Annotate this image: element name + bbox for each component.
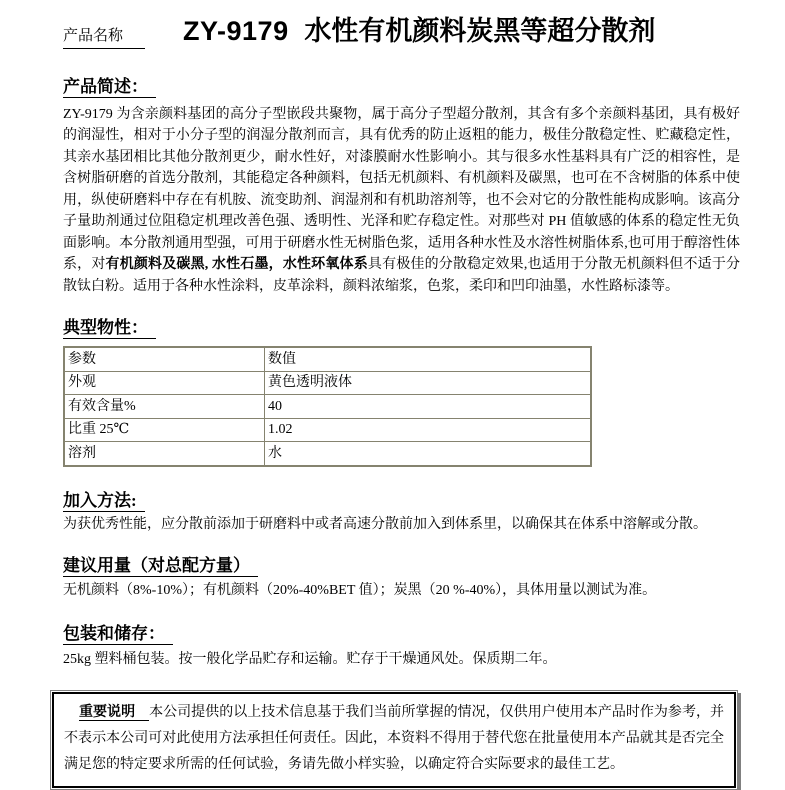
product-title-cn: 水性有机颜料炭黑等超分散剂 [304, 16, 656, 46]
product-name-label: 产品名称 [63, 26, 145, 49]
table-cell-param: 比重 25℃ [64, 418, 265, 442]
table-cell-value: 黄色透明液体 [265, 371, 592, 395]
overview-text-post: 具有极佳的分散稳定效果,也适用于分散无机颜料但不适于分散钛白粉。适用于各种水性涂料，皮革涂料，颜料浓缩浆，色浆，柔印和凹印油墨，水性路标漆等。 [63, 257, 741, 294]
section-heading-packaging [63, 623, 740, 645]
section-heading-properties [63, 317, 740, 339]
properties-heading-text: 典型物性： [63, 317, 156, 339]
table-cell-param: 溶剂 [64, 442, 265, 466]
packaging-paragraph: 25kg 塑料桶包装。按一般化学品贮存和运输。贮存于干燥通风处。保质期二年。 [63, 651, 557, 667]
page-title [183, 16, 655, 46]
notice-paragraph [64, 700, 724, 778]
table-row [64, 395, 591, 419]
table-row [64, 442, 591, 466]
notice-body: 本公司提供的以上技术信息基于我们当前所掌握的情况，仅供用户使用本产品时作为参考，并不表示本公司可对此使用方法承担任何责任。因此，本资料不得用于替代您在批量使用本产品就其是否完全满足您的特定要求所需的任何试验，务请先做小样实验，以确定符合实际要求的最佳工艺。 [64, 705, 725, 772]
dosage-paragraph: 无机颜料（8%-10%）；有机颜料（20%-40%BET 值）；炭黑（20 %-40%），具体用量以测试为准。 [63, 583, 657, 598]
packaging-heading-text: 包装和储存： [63, 623, 173, 645]
overview-paragraph [63, 104, 740, 298]
product-code: ZY-9179 [183, 16, 289, 46]
table-header-param: 参数 [64, 347, 265, 371]
table-cell-value: 1.02 [265, 418, 592, 442]
section-heading-overview [63, 76, 740, 98]
table-cell-param: 外观 [64, 371, 265, 395]
table-header-row [64, 347, 591, 371]
important-notice-inner [52, 692, 736, 788]
table-row [64, 418, 591, 442]
addition-paragraph: 为获优秀性能，应分散前添加于研磨料中或者高速分散前加入到体系里，以确保其在体系中溶解或分散。 [63, 516, 707, 532]
overview-text-bold: 有机颜料及碳黑, 水性石墨，水性环氧体系 [105, 257, 368, 272]
section-heading-addition [63, 490, 740, 512]
addition-heading-text: 加入方法: [63, 490, 145, 512]
section-heading-dosage [63, 555, 740, 577]
table-header-value: 数值 [265, 347, 592, 371]
document-header [63, 16, 740, 49]
important-notice-box [50, 690, 738, 790]
table-cell-param: 有效含量% [64, 395, 265, 419]
overview-text-pre: ZY-9179 为含亲颜料基团的高分子型嵌段共聚物，属于高分子型超分散剂，其含有多个亲颜料基团，具有极好的润湿性，相对于小分子型的润湿分散剂而言，具有优秀的防止返粗的能力，极佳分散稳定性、贮藏稳定性，其亲水基团相比其他分散剂更少，耐水性好，对漆膜耐水性影响小。其与很多水性基料具有广泛的相容性，是含树脂研磨的首选分散剂，其能稳定各种颜料，包括无机颜料、有机颜料及碳黑，也可在不含树脂的体系中使用，纵使研磨料中存在有机胺、流变助剂、润湿剂和有机助溶剂等，也不会对它的分散性能构成影响。该高分子量助剂通过位阻稳定机理改善色强、透明性、光泽和贮存稳定性。对那些对 PH 值敏感的体系的稳定性无负面影响。本分散剂通用型强，可用于研磨水性无树脂色浆，适用各种水性及水溶性树脂体系,也可用于醇溶性体系，对 [63, 106, 740, 272]
overview-heading-text: 产品简述： [63, 76, 156, 98]
table-cell-value: 水 [265, 442, 592, 466]
table-cell-value: 40 [265, 395, 592, 419]
dosage-heading-text: 建议用量（对总配方量） [63, 555, 258, 577]
properties-table [63, 346, 592, 467]
table-row [64, 371, 591, 395]
notice-label: 重要说明 [79, 705, 149, 721]
